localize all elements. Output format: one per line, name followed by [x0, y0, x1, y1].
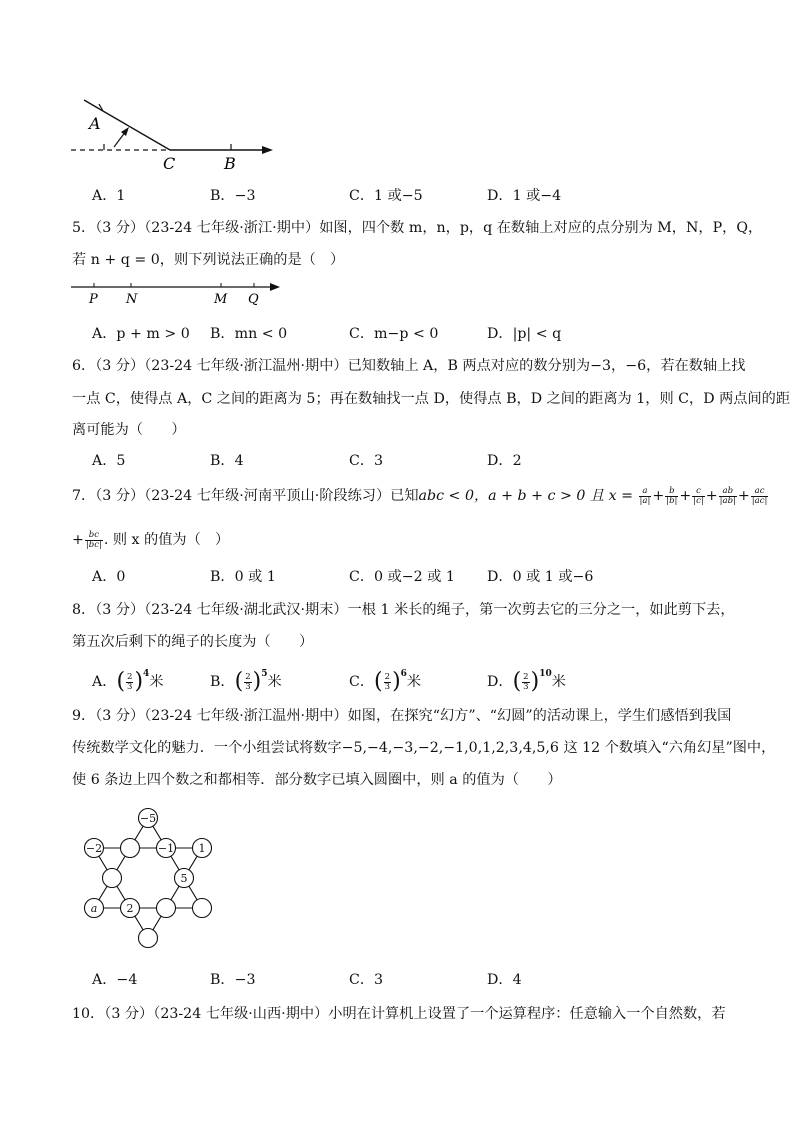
frac-c: $\frac{c}{|c|}$: [693, 485, 704, 506]
q4-option-d[interactable]: D．1 或−4: [487, 188, 562, 204]
q5-stem-line1: 5．（3 分）（23-24 七年级·浙江·期中）如图，四个数 m，n，p，q 在数轴上对应的点分别为 M，N，P，Q，: [72, 220, 763, 236]
frac-bc: $\frac{bc}{|bc|}$: [85, 529, 102, 550]
q5-option-b[interactable]: B．mn < 0: [210, 326, 288, 342]
q4-figure: [66, 92, 281, 172]
q8-stem-line1: 8．（3 分）（23-24 七年级·湖北武汉·期末）一根 1 米长的绳子，第一次剪去它的三分之一，如此剪下去，: [72, 602, 735, 618]
q9-stem-line1: 9．（3 分）（23-24 七年级·浙江温州·期中）如图，在探究“幻方”、“幻圆”的活动课上，学生们感悟到我国: [72, 708, 732, 724]
label-a: A: [89, 114, 101, 133]
q7-tail: . 则 x 的值为（ ）: [103, 532, 230, 548]
q4-option-a[interactable]: A．1: [92, 188, 126, 204]
q8-option-a[interactable]: A．( $\frac{2}{3}$ )$^4$米: [92, 669, 164, 694]
q7-option-c[interactable]: C．0 或−2 或 1: [349, 569, 455, 585]
point-m-label: M: [214, 292, 228, 306]
star-l2-value: 2: [126, 902, 134, 915]
q6-option-a[interactable]: A．5: [92, 453, 126, 469]
q6-option-b[interactable]: B．4: [210, 453, 244, 469]
q7-option-a[interactable]: A．0: [92, 569, 126, 585]
q8-option-c[interactable]: C．( $\frac{2}{3}$ )$^6$米: [349, 669, 422, 694]
q7-option-d[interactable]: D．0 或 1 或−6: [487, 569, 594, 585]
q9-option-c[interactable]: C．3: [349, 972, 384, 988]
q9-stem-line2: 传统数学文化的魅力．一个小组尝试将数字−5,−4,−3,−2,−1,0,1,2,3,4,5,6 这 12 个数填入“六角幻星”图中，: [72, 740, 776, 756]
frac-ac: $\frac{ac}{|ac|}$: [751, 485, 768, 506]
label-c: C: [163, 154, 176, 172]
star-um-value: −1: [157, 842, 175, 855]
q7-condition: abc < 0，a + b + c > 0 且 x =: [418, 488, 633, 504]
q5-number-line: [66, 278, 286, 306]
star-ur-value: 1: [198, 842, 206, 855]
q5-stem-line2: 若 n + q = 0，则下列说法正确的是（ ）: [72, 252, 345, 268]
q9-option-a[interactable]: A．−4: [92, 972, 138, 988]
q9-option-d[interactable]: D．4: [487, 972, 522, 988]
star-a-value: a: [90, 902, 98, 915]
hexagram-figure: [78, 804, 218, 954]
q6-option-c[interactable]: C．3: [349, 453, 384, 469]
q7-stem-line1: 7．（3 分）（23-24 七年级·河南平顶山·阶段练习）已知abc < 0，a + b + c > 0 且 x = $\frac{a}{|a|}$ + $\frac{b}{|b|}$ + $\frac{c}{|c|}$ + $\frac{ab}{|ab|}$ + $\frac{ac}{|ac|}$: [72, 485, 768, 506]
q4-option-b[interactable]: B．−3: [210, 188, 256, 204]
point-p-label: P: [89, 292, 98, 306]
star-top-value: −5: [139, 812, 157, 825]
frac-ab: $\frac{ab}{|ab|}$: [719, 485, 736, 506]
star-r-value: 5: [180, 872, 188, 885]
label-b: B: [224, 154, 236, 172]
q6-stem-line1: 6．（3 分）（23-24 七年级·浙江温州·期中）已知数轴上 A，B 两点对应的数分别为−3，−6，若在数轴上找: [72, 358, 746, 374]
q8-stem-line2: 第五次后剩下的绳子的长度为（ ）: [72, 634, 314, 650]
q9-stem-line3: 使 6 条边上四个数之和都相等．部分数字已填入圆圈中，则 a 的值为（ ）: [72, 772, 562, 788]
point-q-label: Q: [248, 292, 259, 306]
q10-stem-line1: 10．（3 分）（23-24 七年级·山西·期中）小明在计算机上设置了一个运算程序：任意输入一个自然数，若: [72, 1006, 726, 1022]
q5-option-a[interactable]: A．p + m > 0: [92, 326, 190, 342]
star-ul-value: −2: [85, 842, 103, 855]
frac-a: $\frac{a}{|a|}$: [639, 485, 651, 506]
q8-option-d[interactable]: D．( $\frac{2}{3}$ )$^{10}$米: [487, 669, 566, 694]
q7-prefix: 7．（3 分）（23-24 七年级·河南平顶山·阶段练习）已知: [72, 488, 419, 504]
point-n-label: N: [126, 292, 138, 306]
q6-option-d[interactable]: D．2: [487, 453, 522, 469]
q7-stem-line2: + $\frac{bc}{|bc|}$ . 则 x 的值为（ ）: [72, 529, 230, 550]
q4-option-c[interactable]: C．1 或−5: [349, 188, 423, 204]
q6-stem-line3: 离可能为（ ）: [72, 422, 186, 438]
q6-stem-line2: 一点 C，使得点 A，C 之间的距离为 5；再在数轴找一点 D，使得点 B，D 之间的距离为 1，则 C，D 两点间的距: [72, 391, 791, 407]
q5-option-c[interactable]: C．m−p < 0: [349, 326, 439, 342]
q5-option-d[interactable]: D．|p| < q: [487, 326, 562, 342]
q9-option-b[interactable]: B．−3: [210, 972, 256, 988]
frac-b: $\frac{b}{|b|}$: [666, 485, 678, 506]
q8-option-b[interactable]: B．( $\frac{2}{3}$ )$^5$米: [210, 669, 282, 694]
q7-option-b[interactable]: B．0 或 1: [210, 569, 276, 585]
